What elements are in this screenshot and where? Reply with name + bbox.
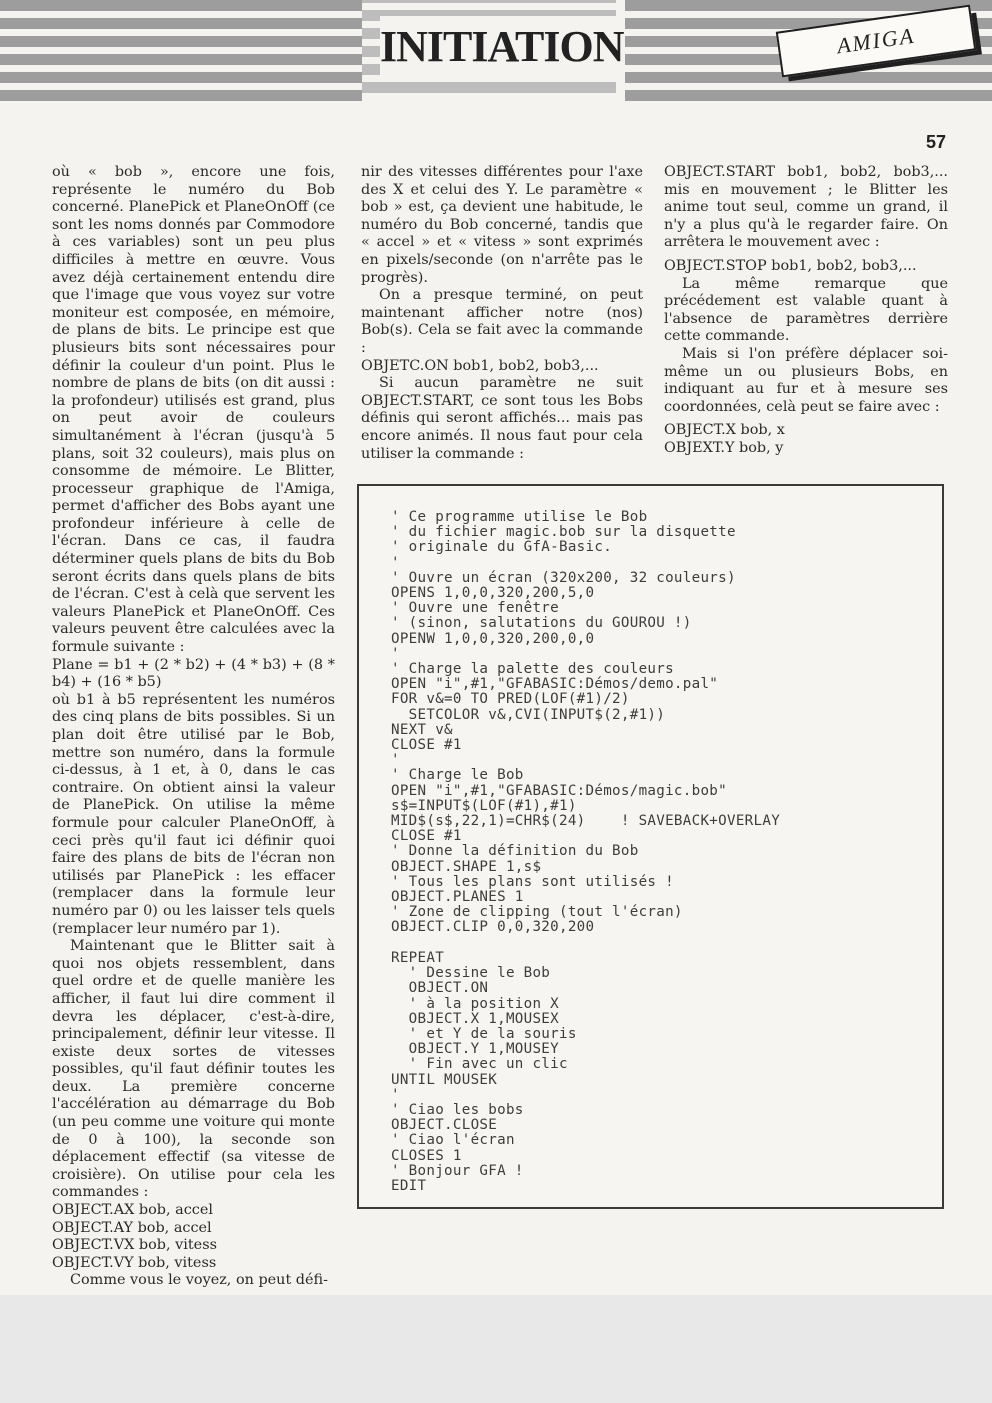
text-column-2	[361, 164, 643, 463]
paragraph: où « bob », encore une fois, représente le numéro du Bob concerné. PlanePick et PlaneOnOff (ce sont les noms donnés par Commodore à ces variables) sont un peu plus difficiles à mettre en œuvre. Vous avez déjà certainement entendu dire que l'image que vous voyez sur votre moniteur est composée, en mémoire, de plans de bits. Le principe est que plusieurs bits sont nécessaires pour définir la couleur d'un point. Plus le nombre de plans de bits (on dit aussi : la profondeur) utilisés est grand, plus on peut avoir de couleurs simultanément à l'écran (jusqu'à 5 plans, soit 32 couleurs), mais plus on consomme de mémoire. Le Blitter, processeur graphique de l'Amiga, permet d'afficher des Bobs ayant une profondeur inférieure à celle de l'écran. Dans ce cas, il faudra déterminer quels plans de bits du Bob seront écrits dans quels plans de bits de l'écran. C'est à celà que servent les valeurs PlanePick et PlaneOnOff. Ces valeurs peuvent être calculées avec la formule suivante :	[52, 164, 335, 656]
code-line: OBJECT.CLOSE	[391, 1117, 498, 1134]
header-stripes-left	[0, 0, 362, 104]
paragraph: La même remarque que précédement est valable quant à l'absence de paramètres derrière cette commande.	[664, 275, 948, 345]
command-line: OBJECT.VX bob, vitess	[52, 1237, 217, 1254]
code-line: ' Dessine le Bob	[391, 965, 551, 982]
paragraph: Comme vous le voyez, on peut défi-	[70, 1272, 328, 1289]
code-line: ' Ciao l'écran	[391, 1132, 515, 1149]
command-line: OBJECT.STOP bob1, bob2, bob3,...	[664, 257, 917, 274]
code-line: ' Donne la définition du Bob	[391, 843, 639, 860]
paragraph: Mais si l'on préfère déplacer soi-même un ou plusieurs Bobs, en indiquant au fur et à mesure ses coordonnées, celà peut se faire avec :	[664, 345, 948, 415]
code-line: SETCOLOR v&,CVI(INPUT$(2,#1))	[391, 706, 666, 723]
code-line: OBJECT.PLANES 1	[391, 889, 524, 906]
code-line: OBJECT.X 1,MOUSEX	[391, 1010, 559, 1027]
code-line: REPEAT	[391, 949, 445, 966]
text-column-3	[664, 164, 948, 458]
code-line: ' et Y de la souris	[391, 1025, 577, 1042]
amiga-tab-label: AMIGA	[776, 5, 976, 78]
code-line: s$=INPUT$(LOF(#1),#1)	[391, 797, 577, 814]
code-line: ' Charge la palette des couleurs	[391, 661, 674, 678]
page-number: 57	[925, 132, 946, 152]
text-column-1	[52, 164, 335, 1290]
code-line: ' Ouvre une fenêtre	[391, 600, 559, 617]
page-bottom-shade	[0, 1295, 992, 1403]
command-line: OBJECT.AX bob, accel	[52, 1202, 213, 1219]
paragraph: OBJECT.START bob1, bob2, bob3,... mis en mouvement ; le Blitter les anime tout seul, comme un grand, il n'y a plus qu'à le regarder faire. On arrêtera le mouvement avec :	[664, 164, 948, 251]
paragraph: où b1 à b5 représentent les numéros des cinq plans de bits possibles. Si un plan doit être utilisé par le Bob, mettre son numéro, dans la formule ci-dessus, à 1 et, à 0, dans le cas contraire. On obtient ainsi la valeur de PlanePick. On utilise la même formule pour calculer PlaneOnOff, à ceci près qu'il faut ici définir quoi faire des plans de bits de l'écran non utilisés par PlanePick : les effacer (remplacer dans la formule leur numéro par 0) ou les laisser tels quels (remplacer leur numéro par 1).	[52, 691, 335, 937]
code-line: ' originale du GfA-Basic.	[391, 539, 613, 556]
code-line: ' (sinon, salutations du GOUROU !)	[391, 615, 692, 632]
code-line: OPEN "i",#1,"GFABASIC:Démos/magic.bob"	[391, 782, 727, 799]
command-line: OBJEXT.Y bob, y	[664, 439, 784, 456]
code-line: '	[391, 554, 400, 571]
paragraph: Maintenant que le Blitter sait à quoi nos objets ressemblent, dans quel ordre et de quelle manière les afficher, il faut lui dire comment il devra les déplacer, c'est-à-dire, principalement, définir leur vitesse. Il existe deux sortes de vitesses possibles, qu'il faut définir toutes les deux. La première concerne l'accélération au démarrage du Bob (un peu comme une voiture qui monte de 0 à 100), la seconde son déplacement effectif (sa vitesse de croisière). On utilise pour cela les commandes :	[52, 938, 335, 1201]
code-line: ' Bonjour GFA !	[391, 1162, 524, 1179]
code-line: OPENS 1,0,0,320,200,5,0	[391, 585, 595, 602]
command-line: OBJECT.VY bob, vitess	[52, 1254, 217, 1271]
code-line: '	[391, 752, 400, 769]
code-line: OPENW 1,0,0,320,200,0,0	[391, 630, 595, 647]
command-line: OBJECT.X bob, x	[664, 422, 785, 439]
code-line: OBJECT.SHAPE 1,s$	[391, 858, 542, 875]
code-line: CLOSES 1	[391, 1147, 462, 1164]
paragraph: Si aucun paramètre ne suit OBJECT.START, ce sont tous les Bobs définis qui seront affichés... mais pas encore animés. Il nous faut pour cela utiliser la commande :	[361, 375, 643, 462]
code-line: CLOSE #1	[391, 828, 462, 845]
code-line: OBJECT.ON	[391, 980, 489, 997]
command-line: OBJETC.ON bob1, bob2, bob3,...	[361, 357, 599, 374]
code-line: ' Ciao les bobs	[391, 1101, 524, 1118]
code-line: ' à la position X	[391, 995, 559, 1012]
code-line: ' Charge le Bob	[391, 767, 524, 784]
code-line: NEXT v&	[391, 721, 453, 738]
code-line: OPEN "i",#1,"GFABASIC:Démos/demo.pal"	[391, 676, 719, 693]
code-line: ' Zone de clipping (tout l'écran)	[391, 904, 683, 921]
code-line: UNTIL MOUSEK	[391, 1071, 498, 1088]
code-listing	[391, 510, 780, 1194]
formula: Plane = b1 + (2 * b2) + (4 * b3) + (8 * b4) + (16 * b5)	[52, 656, 335, 691]
code-line: OBJECT.CLIP 0,0,320,200	[391, 919, 595, 936]
section-title: INITIATION	[380, 16, 620, 78]
code-line: '	[391, 645, 400, 662]
code-line: EDIT	[391, 1177, 427, 1194]
code-line: '	[391, 1086, 400, 1103]
command-line: OBJECT.AY bob, accel	[52, 1219, 212, 1236]
code-line: MID$(s$,22,1)=CHR$(24) ! SAVEBACK+OVERLAY	[391, 813, 781, 830]
paragraph: nir des vitesses différentes pour l'axe des X et celui des Y. Le paramètre « bob » est, ça devient une habitude, le numéro du Bob concerné, tandis que « accel » et « vitess » sont exprimés en pixels/seconde (on n'arrête pas le progrès).	[361, 164, 643, 286]
code-line: ' Fin avec un clic	[391, 1056, 568, 1073]
code-listing-box	[357, 484, 944, 1209]
code-line: CLOSE #1	[391, 737, 462, 754]
paragraph: On a presque terminé, on peut maintenant afficher notre (nos) Bob(s). Cela se fait avec la commande :	[361, 287, 643, 356]
code-line: OBJECT.Y 1,MOUSEY	[391, 1041, 559, 1058]
code-line: FOR v&=0 TO PRED(LOF(#1)/2)	[391, 691, 630, 708]
code-line: ' Ouvre un écran (320x200, 32 couleurs)	[391, 569, 736, 586]
code-line: ' Ce programme utilise le Bob	[391, 509, 648, 525]
code-line: ' Tous les plans sont utilisés !	[391, 873, 674, 890]
code-line: ' du fichier magic.bob sur la disquette	[391, 524, 736, 541]
